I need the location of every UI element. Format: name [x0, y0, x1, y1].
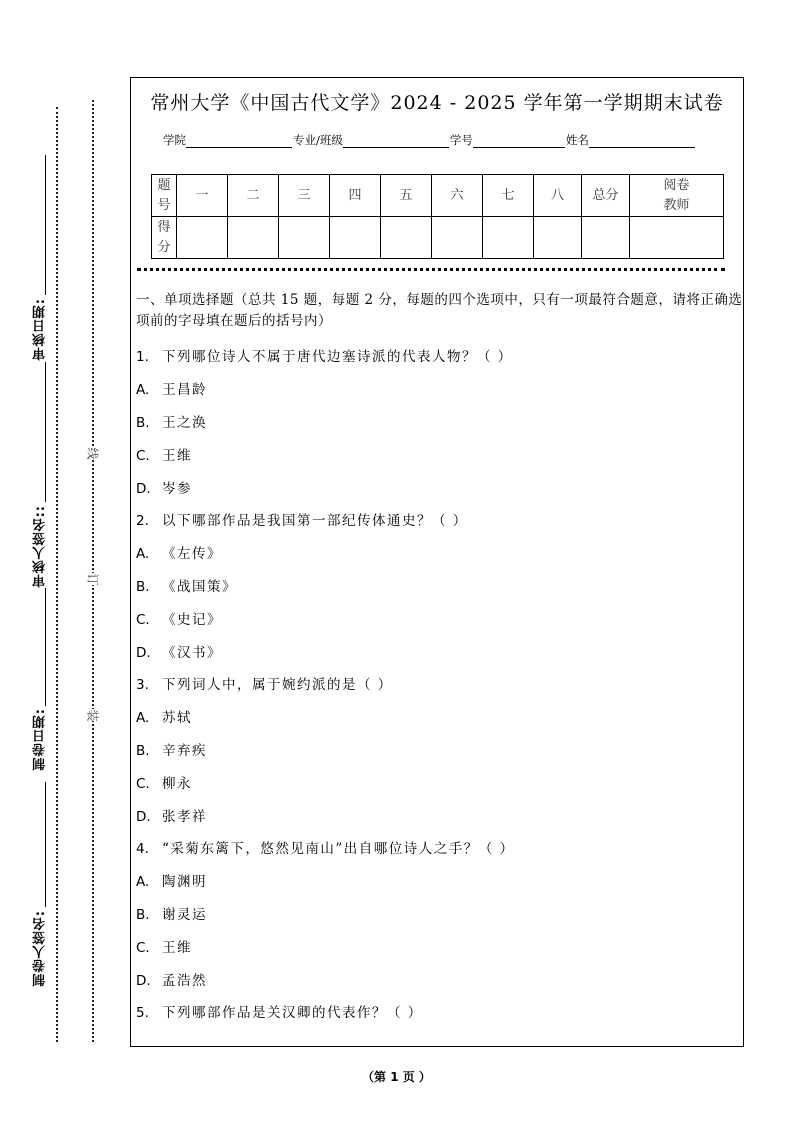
- maker-date-label: 制卷日期:: [33, 708, 48, 771]
- question-2-option-b[interactable]: B. 《战国策》: [136, 579, 237, 595]
- question-3-option-a[interactable]: A. 苏轼: [136, 710, 192, 726]
- dotted-separator: [137, 268, 725, 271]
- page-number: （第 1 页 ）: [362, 1070, 431, 1084]
- question-2: 2. 以下哪部作品是我国第一部纪传体通史？（ ）: [136, 513, 468, 529]
- col-8: 八: [534, 175, 582, 217]
- score-cell-3[interactable]: [279, 217, 330, 259]
- question-1: 1. 下列哪位诗人不属于唐代边塞诗派的代表人物？（ ）: [136, 349, 513, 365]
- col-grader: 阅卷教师: [630, 175, 724, 217]
- question-4-option-d[interactable]: D. 孟浩然: [136, 973, 207, 989]
- question-4: 4. “采菊东篱下，悠然见南山”出自哪位诗人之手？（ ）: [136, 841, 515, 857]
- major-class-field[interactable]: [343, 135, 449, 148]
- score-cell-8[interactable]: [534, 217, 582, 259]
- question-3-option-c[interactable]: C. 柳永: [136, 776, 192, 792]
- reviewer-date-label: 审核日期:: [33, 298, 48, 361]
- maker-sign-label: 制卷人签名:: [33, 910, 48, 987]
- question-2-option-c[interactable]: C. 《史记》: [136, 612, 222, 628]
- question-3-option-b[interactable]: B. 辛弃疾: [136, 743, 207, 759]
- score-cell-4[interactable]: [330, 217, 381, 259]
- binding-char-ding: 订: [87, 572, 99, 586]
- question-4-option-a[interactable]: A. 陶渊明: [136, 874, 207, 890]
- name-label: 姓名: [565, 133, 589, 147]
- reviewer-sign-line[interactable]: [45, 362, 46, 502]
- question-number-header: 题号: [152, 175, 177, 217]
- question-section: [136, 290, 743, 1021]
- dotted-line-inner: [92, 100, 94, 1042]
- maker-date-line[interactable]: [45, 588, 46, 706]
- score-cell-5[interactable]: [381, 217, 432, 259]
- col-6: 六: [432, 175, 483, 217]
- reviewer-date-line[interactable]: [45, 155, 46, 295]
- col-2: 二: [228, 175, 279, 217]
- section-heading: 一、单项选择题（总共 15 题，每题 2 分，每题的四个选项中，只有一项最符合题意，请将正确选项前的字母填在题后的括号内）: [136, 292, 743, 329]
- score-cell-total[interactable]: [582, 217, 630, 259]
- college-field[interactable]: [186, 135, 292, 148]
- maker-sign-line[interactable]: [45, 782, 46, 907]
- score-cell-grader[interactable]: [630, 217, 724, 259]
- exam-frame: [130, 77, 744, 1047]
- question-1-option-c[interactable]: C. 王维: [136, 448, 192, 464]
- name-field[interactable]: [589, 135, 695, 148]
- score-table-header-row: [152, 175, 724, 217]
- major-class-label: 专业/班级: [293, 133, 343, 147]
- col-1: 一: [177, 175, 228, 217]
- col-total: 总分: [582, 175, 630, 217]
- score-cell-2[interactable]: [228, 217, 279, 259]
- college-label: 学院: [163, 133, 186, 147]
- score-row-header: 得分: [152, 217, 177, 259]
- question-3-option-d[interactable]: D. 张孝祥: [136, 809, 207, 825]
- score-cell-1[interactable]: [177, 217, 228, 259]
- binding-char-xian: 线: [87, 446, 99, 460]
- score-table-score-row: [152, 217, 724, 259]
- student-info-row: [163, 132, 696, 148]
- question-1-option-a[interactable]: A. 王昌龄: [136, 382, 207, 398]
- reviewer-sign-label: 审核人签名::: [33, 505, 48, 588]
- student-id-label: 学号: [449, 133, 473, 147]
- question-5: 5. 下列哪部作品是关汉卿的代表作？（ ）: [136, 1005, 423, 1021]
- score-cell-6[interactable]: [432, 217, 483, 259]
- question-3: 3. 下列词人中，属于婉约派的是（ ）: [136, 677, 393, 693]
- score-cell-7[interactable]: [483, 217, 534, 259]
- binding-char-zhuang: 装: [87, 708, 99, 722]
- question-4-option-c[interactable]: C. 王维: [136, 940, 192, 956]
- col-7: 七: [483, 175, 534, 217]
- col-4: 四: [330, 175, 381, 217]
- question-1-option-d[interactable]: D. 岑参: [136, 481, 192, 497]
- student-id-field[interactable]: [473, 135, 565, 148]
- col-5: 五: [381, 175, 432, 217]
- question-4-option-b[interactable]: B. 谢灵运: [136, 907, 207, 923]
- score-table: [151, 174, 724, 259]
- col-3: 三: [279, 175, 330, 217]
- question-2-option-a[interactable]: A. 《左传》: [136, 546, 222, 562]
- dotted-line-outer: [56, 107, 58, 1042]
- exam-title: 常州大学《中国古代文学》2024 - 2025 学年第一学期期末试卷: [150, 92, 724, 114]
- question-1-option-b[interactable]: B. 王之涣: [136, 415, 207, 431]
- question-2-option-d[interactable]: D. 《汉书》: [136, 645, 222, 661]
